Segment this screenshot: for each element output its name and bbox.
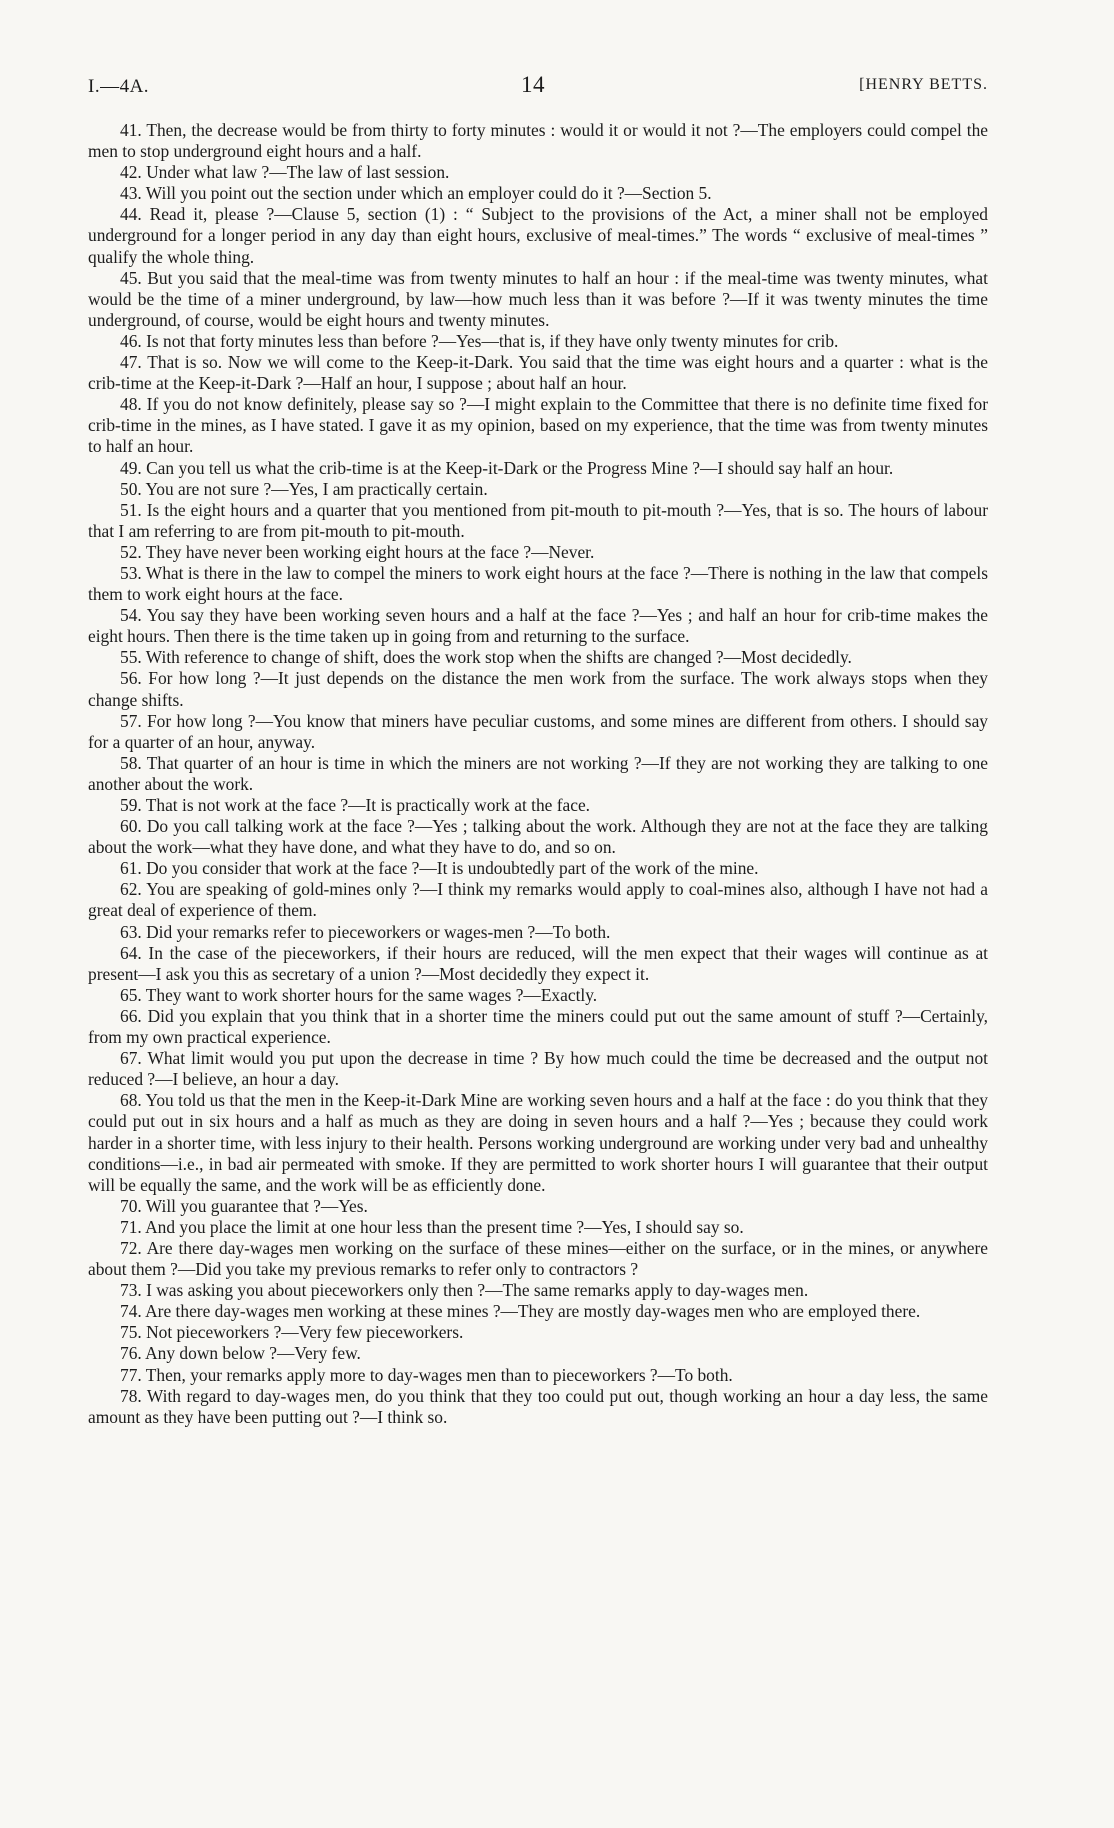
- page-number: 14: [521, 72, 545, 97]
- page-header: [88, 72, 988, 106]
- question-61: 61. Do you consider that work at the face ?—It is undoubtedly part of the work of the mine.: [120, 858, 759, 879]
- question-44: 44. Read it, please ?—Clause 5, section (1) : “ Subject to the provisions of the Act, a miner shall not be employed underground for a longer period in any day than eight hours, exclusive of meal-times.” The words “ exclusive of meal-times ” qualify the whole thing.: [88, 204, 988, 267]
- question-63: 63. Did your remarks refer to pieceworkers or wages-men ?—To both.: [120, 921, 611, 942]
- question-43: 43. Will you point out the section under which an employer could do it ?—Section 5.: [120, 183, 712, 204]
- witness-name: [HENRY BETTS.: [859, 76, 988, 93]
- question-62: 62. You are speaking of gold-mines only ?—I think my remarks would apply to coal-mines also, although I have not had a great deal of experience of them.: [88, 879, 988, 921]
- question-42: 42. Under what law ?—The law of last session.: [120, 162, 450, 183]
- report-reference: I.—4A.: [88, 76, 150, 97]
- question-58: 58. That quarter of an hour is time in which the miners are not working ?—If they are not working they are talking to one another about the work.: [88, 752, 988, 794]
- question-55: 55. With reference to change of shift, does the work stop when the shifts are changed ?—Most decidedly.: [120, 647, 852, 668]
- question-67: 67. What limit would you put upon the decrease in time ? By how much could the time be decreased and the output not reduced ?—I believe, an hour a day.: [88, 1048, 988, 1090]
- question-50: 50. You are not sure ?—Yes, I am practically certain.: [120, 478, 488, 499]
- question-57: 57. For how long ?—You know that miners have peculiar customs, and some mines are different from others. I should say for a quarter of an hour, anyway.: [88, 710, 988, 752]
- question-59: 59. That is not work at the face ?—It is practically work at the face.: [120, 795, 591, 815]
- question-48: 48. If you do not know definitely, please say so ?—I might explain to the Committee that there is no definite time fixed for crib-time in the mines, as I have stated. I gave it as my opinion, based on my experience, that the time was from twenty minutes to half an hour.: [88, 394, 988, 457]
- question-66: 66. Did you explain that you think that in a shorter time the miners could put out the same amount of stuff ?—Certainly, from my own practical experience.: [88, 1005, 988, 1048]
- question-75: 75. Not pieceworkers ?—Very few pieceworkers.: [120, 1322, 464, 1343]
- question-76: 76. Any down below ?—Very few.: [120, 1343, 361, 1364]
- question-56: 56. For how long ?—It just depends on the distance the men work from the surface. The work always stops when they change shifts.: [88, 668, 988, 710]
- question-74: 74. Are there day-wages men working at these mines ?—They are mostly day-wages men who are employed there.: [120, 1301, 921, 1322]
- evidence-body: [88, 120, 988, 1428]
- question-65: 65. They want to work shorter hours for the same wages ?—Exactly.: [120, 984, 598, 1005]
- question-70: 70. Will you guarantee that ?—Yes.: [120, 1195, 368, 1216]
- question-54: 54. You say they have been working seven hours and a half at the face ?—Yes ; and half an hour for crib-time makes the eight hours. Then there is the time taken up in going from and returning to the surface.: [88, 605, 988, 647]
- question-60: 60. Do you call talking work at the face ?—Yes ; talking about the work. Although they are not at the face they are talking about the work—what they have done, and what they have to do, and so on.: [88, 816, 988, 858]
- question-47: 47. That is so. Now we will come to the Keep-it-Dark. You said that the time was eight hours and a quarter : what is the crib-time at the Keep-it-Dark ?—Half an hour, I suppose ; about half an hour.: [88, 352, 988, 394]
- question-78: 78. With regard to day-wages men, do you think that they too could put out, though working an hour a day less, the same amount as they have been putting out ?—I think so.: [88, 1385, 988, 1427]
- question-68: 68. You told us that the men in the Keep-it-Dark Mine are working seven hours and a half at the face : do you think that they could put out in six hours and a half as much as they are doing in seven hours and a half ?—Yes ; because they could work harder in a shorter time, with less injury to their health. Persons working underground are working under very bad and unhealthy conditions—i.e., in bad air permeated with smoke. If they are permitted to work shorter hours I will guarantee that their output will be equally the same, and the work will be as efficiently done.: [88, 1090, 988, 1195]
- question-71: 71. And you place the limit at one hour less than the present time ?—Yes, I should say so.: [120, 1216, 744, 1237]
- question-46: 46. Is not that forty minutes less than before ?—Yes—that is, if they have only twenty minutes for crib.: [120, 330, 839, 351]
- question-64: 64. In the case of the pieceworkers, if their hours are reduced, will the men expect that their wages will continue as at present—I ask you this as secretary of a union ?—Most decidedly they expect it.: [88, 942, 988, 984]
- question-45: 45. But you said that the meal-time was from twenty minutes to half an hour : if the meal-time was twenty minutes, what would be the time of a miner underground, by law—how much less than it was before ?—If it was twenty minutes the time underground, of course, would be eight hours and twenty minutes.: [88, 267, 988, 330]
- question-53: 53. What is there in the law to compel the miners to work eight hours at the face ?—There is nothing in the law that compels them to work eight hours at the face.: [88, 562, 988, 605]
- question-72: 72. Are there day-wages men working on the surface of these mines—either on the surface, or in the mines, or anywhere about them ?—Did you take my previous remarks to refer only to contractors ?: [88, 1237, 988, 1280]
- question-52: 52. They have never been working eight hours at the face ?—Never.: [120, 541, 595, 562]
- question-41: 41. Then, the decrease would be from thirty to forty minutes : would it or would it not ?—The employers could compel the men to stop underground eight hours and a half.: [88, 120, 988, 162]
- question-77: 77. Then, your remarks apply more to day-wages men than to pieceworkers ?—To both.: [120, 1364, 733, 1385]
- question-49: 49. Can you tell us what the crib-time is at the Keep-it-Dark or the Progress Mine ?—I should say half an hour.: [120, 457, 894, 478]
- question-73: 73. I was asking you about pieceworkers only then ?—The same remarks apply to day-wages men.: [120, 1280, 809, 1301]
- question-51: 51. Is the eight hours and a quarter that you mentioned from pit-mouth to pit-mouth ?—Yes, that is so. The hours of labour that I am referring to are from pit-mouth to pit-mouth.: [88, 499, 988, 541]
